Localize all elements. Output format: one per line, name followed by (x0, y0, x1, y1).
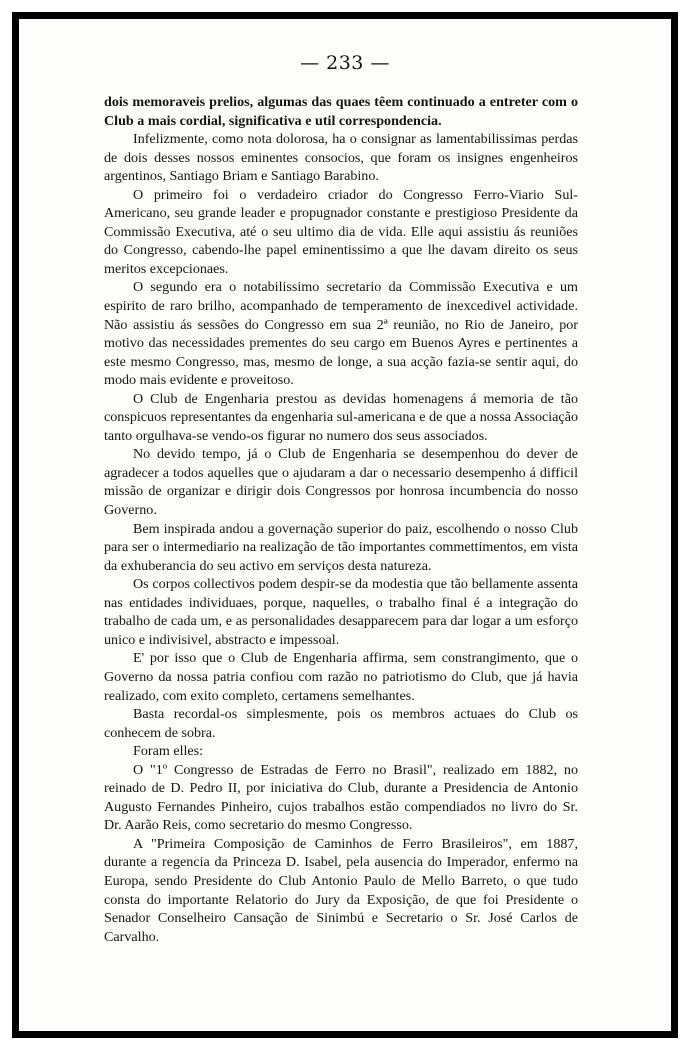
paragraph: Os corpos collectivos podem despir-se da modestia que tão bellamente assenta nas entidades individuaes, porque, naquelles, o trabalho final é a integração do trabalho de cada um, e as personalidades desapparecem para dar logar a um esforço unico e indivisivel, abstracto e impessoal. (104, 576, 578, 648)
paragraph: dois memoraveis prelios, algumas das quaes têem continuado a entreter com o Club a mais cordial, significativa e util correspondencia. (104, 94, 578, 129)
page-number: — 233 — (300, 52, 390, 74)
paragraph: Foram elles: (133, 743, 204, 760)
paragraph: O "1º Congresso de Estradas de Ferro no Brasil", realizado em 1882, no reinado de D. Pedro II, por iniciativa do Club, durante a Presidencia de Antonio Augusto Fernandes Pinheiro, cujos trabalhos estão compendiados no livro do Sr. Dr. Aarão Reis, como secretario do mesmo Congresso. (104, 761, 578, 834)
paragraph: A "Primeira Composição de Caminhos de Ferro Brasileiros", em 1887, durante a regencia da Princeza D. Isabel, pela ausencia do Imperador, enfermo na Europa, sendo Presidente do Club Antonio Paulo de Mello Barreto, o que tudo consta do importante Relatorio do Jury da Exposição, de que foi Presidente o Senador Conselheiro Cansação de Sinimbú e Secretario o Sr. José Carlos de Carvalho. (104, 835, 578, 945)
paragraph: O Club de Engenharia prestou as devidas homenagens á memoria de tão conspicuos representantes da engenharia sul-americana e de que a nossa Associação tanto orgulhava-se vendo-os figurar no numero dos seus associados. (104, 390, 578, 444)
body-text (104, 93, 578, 946)
paragraph: E' por isso que o Club de Engenharia affirma, sem constrangimento, que o Governo da nossa patria confiou com razão no patriotismo do Club, que já havia realizado, com exito completo, certamens semelhantes. (104, 650, 578, 704)
paragraph: Basta recordal-os simplesmente, pois os membros actuaes do Club os conhecem de sobra. (104, 706, 578, 741)
paragraph: Infelizmente, como nota dolorosa, ha o consignar as lamentabilissimas perdas de dois desses nossos eminentes consocios, que foram os insignes engenheiros argentinos, Santiago Briam e Santiago Barabino. (104, 131, 578, 185)
paragraph: No devido tempo, já o Club de Engenharia se desempenhou do dever de agradecer a todos aquelles que o ajudaram a dar o necessario desempenho á difficil missão de organizar e dirigir dois Congressos por honrosa incumbencia do nosso Governo. (104, 446, 578, 519)
paragraph: O segundo era o notabilissimo secretario da Commissão Executiva e um espirito de raro brilho, acompanhado de temperamento de inexcedivel actividade. Não assistiu ás sessões do Congresso em sua 2ª reunião, no Rio de Janeiro, por motivo das necessidades prementes do seu cargo em Buenos Ayres e pertinentes a este mesmo Congresso, mas, mesmo de longe, a sua acção fazia-se sentir aqui, do modo mais evidente e proveitoso. (104, 279, 578, 389)
paragraph: O primeiro foi o verdadeiro criador do Congresso Ferro-Viario Sul-Americano, seu grande leader e propugnador constante e prestigioso Presidente da Commissão Executiva, até o seu ultimo dia de vida. Elle aqui assistiu ás reuniões do Congresso, cabendo-lhe papel eminentissimo a que lhe davam direito os seus meritos excepcionaes. (104, 186, 578, 277)
paragraph: Bem inspirada andou a governação superior do paiz, escolhendo o nosso Club para ser o intermediario na realização de tão importantes commettimentos, em vista da exhuberancia do seu activo em serviços desta natureza. (104, 520, 578, 574)
